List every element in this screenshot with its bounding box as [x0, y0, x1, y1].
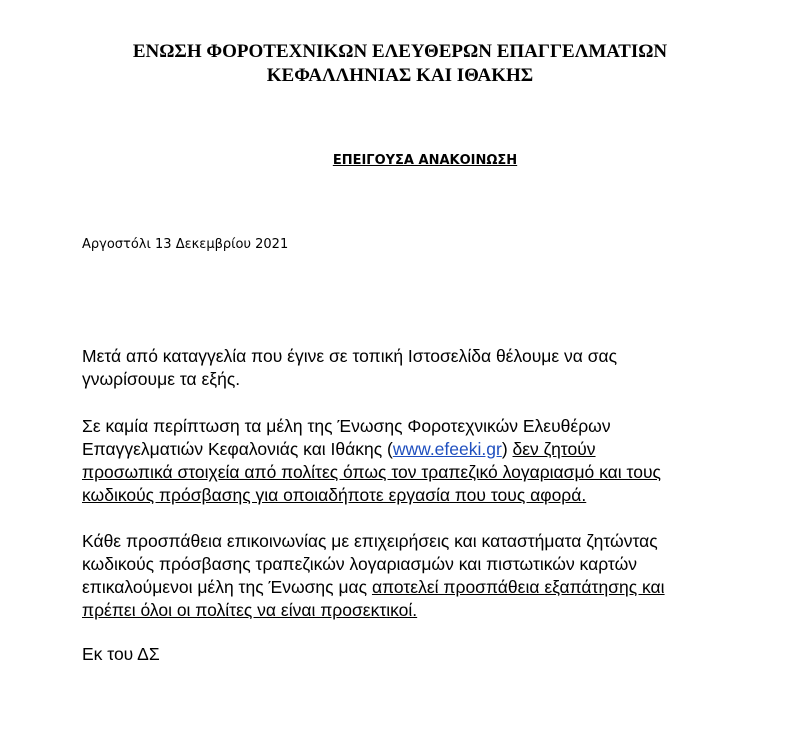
document-date: Αργοστόλι 13 Δεκεμβρίου 2021	[82, 237, 289, 252]
paragraph-intro-line-1: Μετά από καταγγελία που έγινε σε τοπική Ιστοσελίδα θέλουμε να σας	[82, 346, 618, 366]
organization-title-line-2: ΚΕΦΑΛΛΗΝΙΑΣ ΚΑΙ ΙΘΑΚΗΣ	[266, 65, 534, 86]
paragraph-members-line-2-post: )	[501, 439, 513, 459]
paragraph-members-line-2-pre: Επαγγελματιών Κεφαλονιάς και Ιθάκης (	[82, 439, 393, 459]
paragraph-warning-line-2: κωδικούς πρόσβασης τραπεζικών λογαριασμών και πιστωτικών καρτών	[82, 554, 638, 574]
paragraph-warning-line-3	[82, 576, 782, 599]
paragraph-members-line-3: προσωπικά στοιχεία από πολίτες όπως τον τραπεζικό λογαριασμό και τους	[82, 462, 661, 482]
paragraph-intro	[82, 345, 782, 391]
paragraph-warning-line-3-underlined: αποτελεί προσπάθεια εξαπάτησης και	[371, 577, 665, 597]
organization-title-line-1: ΕΝΩΣΗ ΦΟΡΟΤΕΧΝΙΚΩΝ ΕΛΕΥΘΕΡΩΝ ΕΠΑΓΓΕΛΜΑΤΙΩΝ	[132, 41, 668, 62]
paragraph-warning-line-3-pre: επικαλούμενοι μέλη της Ένωσης μας	[82, 577, 372, 597]
announcement-heading	[0, 152, 800, 170]
signature: Εκ του ΔΣ	[82, 644, 160, 664]
paragraph-members-line-2	[82, 438, 782, 461]
paragraph-warning-line-1: Κάθε προσπάθεια επικοινωνίας με επιχειρήσεις και καταστήματα ζητώντας	[82, 531, 658, 551]
paragraph-warning-line-4: πρέπει όλοι οι πολίτες να είναι προσεκτικοί.	[82, 600, 418, 620]
paragraph-members	[82, 415, 782, 507]
paragraph-warning	[82, 530, 782, 622]
organization-title	[0, 40, 800, 88]
paragraph-members-line-2-underlined: δεν ζητούν	[512, 439, 596, 459]
paragraph-members-line-1: Σε καμία περίπτωση τα μέλη της Ένωσης Φοροτεχνικών Ελευθέρων	[82, 416, 611, 436]
paragraph-intro-line-2: γνωρίσουμε τα εξής.	[82, 369, 241, 389]
paragraph-members-line-4: κωδικούς πρόσβασης για οποιαδήποτε εργασία που τους αφορά.	[82, 485, 587, 505]
website-link[interactable]: www.efeeki.gr	[392, 439, 502, 459]
announcement-heading-text: ΕΠΕΙΓΟΥΣΑ ΑΝΑΚΟΙΝΩΣΗ	[332, 153, 518, 168]
